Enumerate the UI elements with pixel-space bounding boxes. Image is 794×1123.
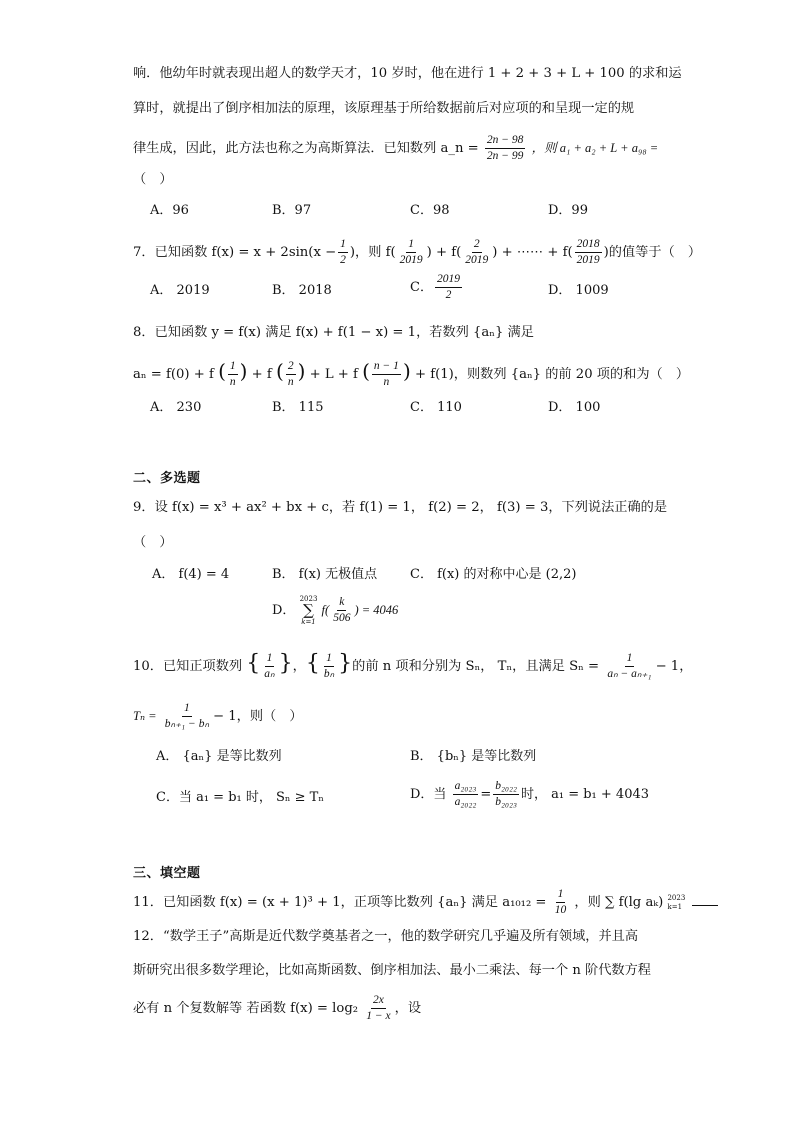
q10-option-d: D．当 $\frac{\text{a₂₀₂₃}}{\text{a₂₀₂₂}}$ = $\frac{\text{b₂₀₂₂}}{\text{b₂₀₂₃}}$ 时， a₁ = b₁ + 4043 (410, 780, 650, 808)
q9-option-c: C． f(x) 的对称中心是 (2,2) (410, 567, 577, 582)
q8-stem: 8．已知函数 y = f(x) 满足 f(x) + f(1 − x) = 1，若数列 {aₙ} 满足 (133, 325, 534, 340)
summation-sign: 2023 ∑ k=1 (299, 595, 318, 626)
q9-option-a: A． f(4) = 4 (152, 567, 230, 582)
q12-line-2: 斯研究出很多数学理论，比如高斯函数、倒序相加法、最小二乘法、每一个 n 阶代数方程 (133, 963, 651, 978)
q8-option-a: A． 230 (150, 400, 202, 415)
q6-stem: 律生成，因此，此方法也称之为高斯算法．已知数列 a_n = (133, 141, 479, 156)
q9-stem: 9．设 f(x) = x³ + ax² + bx + c，若 f(1) = 1， f(2) = 2， f(3) = 3，下列说法正确的是 (133, 500, 668, 515)
q6-sum-expression: ，则 a₁ + a₂ + L + a₉₈ = (531, 141, 659, 155)
q10-option-b: B． {bₙ} 是等比数列 (410, 749, 537, 764)
q9-answer-paren: （ ） (133, 535, 173, 550)
q7-option-b: B． 2018 (272, 283, 332, 298)
q8-option-d: D． 100 (548, 400, 601, 415)
q6-option-a: A．96 (150, 203, 189, 218)
q6-text-line-1: 响．他幼年时就表现出超人的数学天才，10 岁时，他在进行 1 + 2 + 3 + L + 100 的求和运 (133, 66, 682, 81)
q9-option-b: B． f(x) 无极值点 (272, 567, 378, 582)
q10-option-a: A． {aₙ} 是等比数列 (156, 749, 282, 764)
q6-option-b: B．97 (272, 203, 312, 218)
q10-stem: 10．已知正项数列 { $\frac{1}{\text{aₙ}}$ }，{ $\frac{1}{\text{bₙ}}$ }的前 n 项和分别为 Sₙ， Tₙ，且满足 Sₙ = $\frac{1}{\text{aₙ − aₙ₊₁}}$ − 1， (133, 651, 693, 680)
q11-sum-limits: 2023 k=1 (667, 893, 686, 911)
q11-answer-blank[interactable] (692, 905, 718, 906)
q8-formula: aₙ = f(0) + f ( $\frac{1}{n}$ ) + f ( $\frac{2}{n}$ ) + L + f ( $\frac{n - 1}{n}$ ) + f(1)，则数列 {aₙ} 的前 20 项的和为（ ） (133, 359, 690, 388)
q10-option-c: C．当 a₁ = b₁ 时， Sₙ ≥ Tₙ (156, 790, 324, 805)
q11-stem: 11．已知函数 f(x) = (x + 1)³ + 1，正项等比数列 {aₙ} 满足 a₁₀₁₂ = $\frac{1}{10}$ ，则 ∑ f(lg aₖ) 2023 k=1 (133, 888, 718, 917)
q12-line-1: 12．“数学王子”高斯是近代数学奠基者之一，他的数学研究几乎遍及所有领域，并且高 (133, 929, 639, 944)
q7-option-a: A． 2019 (150, 283, 210, 298)
q8-option-c: C． 110 (410, 400, 462, 415)
q6-option-d: D．99 (548, 203, 588, 218)
q9-option-d: D． 2023 ∑ k=1 f( $\frac{k}{506}$ ) = 4046 (272, 595, 399, 626)
section-heading-multiple-choice: 二、多选题 (133, 471, 201, 486)
q10-t-formula: Tₙ = $\frac{1}{\text{bₙ₊₁ − bₙ}}$ − 1，则（ ） (133, 702, 303, 730)
section-heading-fill-in: 三、填空题 (133, 866, 201, 881)
q6-text-line-2: 算时，就提出了倒序相加法的原理，该原理基于所给数据前后对应项的和呈现一定的规 (133, 101, 635, 116)
q12-line-3: 必有 n 个复数解等 若函数 f(x) = log₂ $\frac{2x}{1 - x}$ ，设 (133, 994, 422, 1022)
q8-option-b: B． 115 (272, 400, 324, 415)
q7-stem: 7．已知函数 f(x) = x + 2sin(x − $\frac{1}{2}$ )，则 f( $\frac{1}{2019}$ ) + f( $\frac{2}{2019}$ ) + ⋯⋯ + f( $\frac{2018}{2019}$ )的值等于（ ） (133, 238, 702, 266)
q6-answer-paren: （ ） (133, 172, 173, 187)
q6-sequence-fraction: $\frac{2n - 98}{2n - 99}$ (486, 134, 524, 162)
q7-option-d: D． 1009 (548, 283, 609, 298)
q7-option-c: C． $\frac{2019}{2}$ (410, 273, 460, 301)
q6-option-c: C．98 (410, 203, 450, 218)
q6-text-line-3 (133, 134, 658, 163)
